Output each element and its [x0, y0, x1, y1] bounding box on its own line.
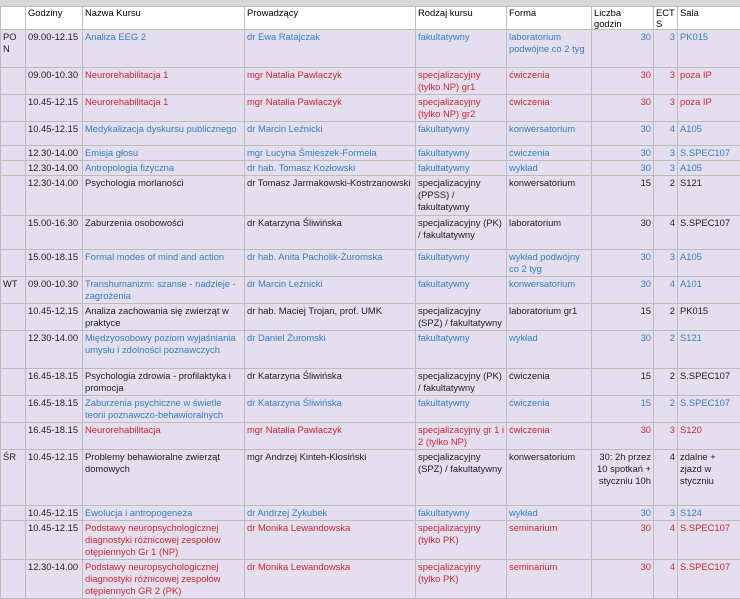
cell-form: konwersatorium [507, 122, 592, 146]
cell-course: Neurorehabilitacja 1 [83, 68, 245, 95]
cell-lecturer: mgr Natalia Pawlaczyk [245, 95, 416, 122]
cell-form: ćwiczenia [507, 146, 592, 161]
table-row [1, 304, 740, 331]
cell-course: Medykalizacja dyskursu publicznego [83, 122, 245, 146]
cell-lecturer: dr Tomasz Jarmakowski-Kostrzanowski [245, 176, 416, 216]
table-row [1, 396, 740, 423]
cell-hours: 30 [592, 521, 654, 560]
cell-form: seminarium [507, 560, 592, 599]
cell-room: A105 [678, 161, 740, 176]
cell-course: Analiza EEG 2 [83, 30, 245, 68]
table-row [1, 161, 740, 176]
cell-course: Problemy behawioralne zwierząt domowych [83, 450, 245, 506]
cell-hours: 30 [592, 161, 654, 176]
cell-course: Neurorehabilitacja [83, 423, 245, 450]
cell-form: ćwiczenia [507, 95, 592, 122]
header-time: Godziny [26, 7, 83, 30]
cell-room: PK015 [678, 30, 740, 68]
cell-type: specjalizacyjny gr 1 i 2 (tylko NP) [416, 423, 507, 450]
table-row [1, 423, 740, 450]
cell-day [1, 560, 26, 599]
cell-time: 16.45-18.15 [26, 369, 83, 396]
cell-time: 09.00-12.15 [26, 30, 83, 68]
table-row [1, 68, 740, 95]
cell-lecturer: dr Daniel Żuromski [245, 331, 416, 369]
table-row [1, 560, 740, 599]
table-row [1, 450, 740, 506]
cell-type: fakultatywny [416, 30, 507, 68]
cell-time: 12.30-14.00 [26, 176, 83, 216]
cell-ects: 2 [654, 331, 678, 369]
cell-lecturer: dr hab. Tomasz Kozłowski [245, 161, 416, 176]
cell-lecturer: dr Andrzej Zykubek [245, 506, 416, 521]
cell-time: 09.00-10.30 [26, 277, 83, 304]
cell-course: Międzyosobowy poziom wyjaśniania umysłu i zdolności poznawczych [83, 331, 245, 369]
cell-hours: 30 [592, 331, 654, 369]
cell-room: S.SPEC107 [678, 396, 740, 423]
cell-form: laboratorium [507, 216, 592, 250]
header-course: Nazwa Kursu [83, 7, 245, 30]
table-row [1, 176, 740, 216]
cell-room: A105 [678, 122, 740, 146]
cell-ects: 2 [654, 369, 678, 396]
cell-room: poza IP [678, 68, 740, 95]
cell-time: 15.00-18.15 [26, 250, 83, 277]
cell-type: fakultatywny [416, 331, 507, 369]
cell-hours: 30 [592, 423, 654, 450]
cell-room: A101 [678, 277, 740, 304]
cell-time: 10.45-12.15 [26, 122, 83, 146]
cell-ects: 4 [654, 521, 678, 560]
cell-form: ćwiczenia [507, 369, 592, 396]
table-row [1, 331, 740, 369]
cell-form: wykład podwójny co 2 tyg [507, 250, 592, 277]
cell-course: Psychologia morlaności [83, 176, 245, 216]
cell-hours: 30 [592, 95, 654, 122]
header-form: Forma [507, 7, 592, 30]
cell-room: S.SPEC107 [678, 369, 740, 396]
cell-ects: 3 [654, 423, 678, 450]
cell-hours: 30 [592, 30, 654, 68]
table-row [1, 146, 740, 161]
cell-type: fakultatywny [416, 250, 507, 277]
cell-time: 12.30-14.00 [26, 146, 83, 161]
cell-lecturer: dr Katarzyna Śliwińska [245, 396, 416, 423]
cell-lecturer: dr Monika Lewandowska [245, 521, 416, 560]
cell-form: wykład [507, 506, 592, 521]
cell-form: laboratorium podwójne co 2 tyg [507, 30, 592, 68]
table-row [1, 506, 740, 521]
cell-hours: 30 [592, 68, 654, 95]
cell-ects: 2 [654, 176, 678, 216]
cell-type: fakultatywny [416, 122, 507, 146]
cell-ects: 4 [654, 277, 678, 304]
table-row [1, 521, 740, 560]
cell-day [1, 369, 26, 396]
cell-form: konwersatorium [507, 176, 592, 216]
header-room: Sala [678, 7, 740, 30]
cell-time: 15.00-16.30 [26, 216, 83, 250]
cell-ects: 3 [654, 250, 678, 277]
cell-type: specjalizacyjny (tylko PK) [416, 560, 507, 599]
cell-lecturer: dr hab. Anita Pacholik-Żuromska [245, 250, 416, 277]
table-row [1, 250, 740, 277]
cell-course: Transhumanizm: szanse - nadzieje - zagrożenia [83, 277, 245, 304]
cell-ects: 3 [654, 161, 678, 176]
cell-ects: 2 [654, 396, 678, 423]
cell-form: wykład [507, 331, 592, 369]
cell-day: ŚR [1, 450, 26, 506]
cell-ects: 4 [654, 122, 678, 146]
cell-room: S124 [678, 506, 740, 521]
cell-time: 12.30-14.00 [26, 161, 83, 176]
cell-hours: 15 [592, 396, 654, 423]
cell-hours: 15 [592, 304, 654, 331]
cell-room: S.SPEC107 [678, 521, 740, 560]
cell-day [1, 250, 26, 277]
cell-room: zdalne + zjazd w styczniu [678, 450, 740, 506]
schedule-table [0, 6, 740, 599]
cell-ects: 4 [654, 450, 678, 506]
cell-day [1, 122, 26, 146]
cell-hours: 15 [592, 369, 654, 396]
header-type: Rodzaj kursu [416, 7, 507, 30]
cell-form: ćwiczenia [507, 68, 592, 95]
cell-lecturer: dr Marcin Leźnicki [245, 277, 416, 304]
cell-ects: 3 [654, 95, 678, 122]
cell-course: Neurorehabilitacja 1 [83, 95, 245, 122]
cell-day: PON [1, 30, 26, 68]
cell-hours: 30 [592, 560, 654, 599]
cell-type: fakultatywny [416, 277, 507, 304]
cell-form: seminarium [507, 521, 592, 560]
cell-room: A105 [678, 250, 740, 277]
cell-type: specjalizacyjny (PK) / fakultatywny [416, 369, 507, 396]
cell-time: 12.30-14.00 [26, 331, 83, 369]
table-row [1, 95, 740, 122]
cell-hours: 15 [592, 176, 654, 216]
cell-type: specjalizacyjny (tylko PK) [416, 521, 507, 560]
cell-type: fakultatywny [416, 146, 507, 161]
cell-form: laboratorium gr1 [507, 304, 592, 331]
cell-ects: 3 [654, 68, 678, 95]
cell-time: 10.45-12.15 [26, 506, 83, 521]
cell-day [1, 423, 26, 450]
cell-day [1, 176, 26, 216]
cell-lecturer: mgr Lucyna Śmieszek-Formela [245, 146, 416, 161]
table-row [1, 122, 740, 146]
cell-room: S.SPEC107 [678, 146, 740, 161]
cell-day: WT [1, 277, 26, 304]
cell-day [1, 304, 26, 331]
cell-hours: 30 [592, 216, 654, 250]
cell-type: specjalizacyjny (SPZ) / fakultatywny [416, 304, 507, 331]
cell-ects: 4 [654, 216, 678, 250]
cell-form: wykład [507, 161, 592, 176]
cell-time: 12.30-14.00 [26, 560, 83, 599]
cell-type: fakultatywny [416, 506, 507, 521]
header-day [1, 7, 26, 30]
cell-day [1, 521, 26, 560]
cell-ects: 2 [654, 304, 678, 331]
cell-time: 09.00-10.30 [26, 68, 83, 95]
cell-room: S.SPEC107 [678, 560, 740, 599]
cell-day [1, 331, 26, 369]
cell-course: Podstawy neuropsychologicznej diagnostyki różnicowej zespołów otępiennych GR 2 (PK) [83, 560, 245, 599]
table-row [1, 277, 740, 304]
cell-hours: 30 [592, 122, 654, 146]
header-ects: ECTS [654, 7, 678, 30]
cell-type: fakultatywny [416, 161, 507, 176]
cell-time: 16.45-18.15 [26, 396, 83, 423]
cell-hours: 30 [592, 277, 654, 304]
cell-type: specjalizacyjny (tylko NP) gr1 [416, 68, 507, 95]
header-row [1, 7, 740, 30]
cell-hours: 30 [592, 146, 654, 161]
cell-form: konwersatorium [507, 450, 592, 506]
cell-lecturer: dr Ewa Ratajczak [245, 30, 416, 68]
cell-course: Psychologia zdrowia - profilaktyka i promocja [83, 369, 245, 396]
cell-time: 10.45-12.15 [26, 95, 83, 122]
cell-room: S.SPEC107 [678, 216, 740, 250]
cell-lecturer: dr Katarzyna Śliwińska [245, 216, 416, 250]
cell-day [1, 506, 26, 521]
cell-course: Formal modes of mind and action [83, 250, 245, 277]
cell-time: 10.45-12.15 [26, 450, 83, 506]
cell-day [1, 216, 26, 250]
cell-day [1, 161, 26, 176]
cell-form: ćwiczenia [507, 423, 592, 450]
cell-hours: 30: 2h przez 10 spotkań + styczniu 10h [592, 450, 654, 506]
cell-type: fakultatywny [416, 396, 507, 423]
table-row [1, 369, 740, 396]
cell-hours: 30 [592, 506, 654, 521]
cell-course: Antropologia fizyczna [83, 161, 245, 176]
header-hours: Liczba godzin [592, 7, 654, 30]
table-row [1, 30, 740, 68]
cell-room: poza IP [678, 95, 740, 122]
cell-lecturer: mgr Natalia Pawlaczyk [245, 68, 416, 95]
header-lecturer: Prowadzący [245, 7, 416, 30]
cell-form: ćwiczenia [507, 396, 592, 423]
cell-course: Analiza zachowania się zwierząt w praktyce [83, 304, 245, 331]
cell-type: specjalizacyjny (PK) / fakultatywny [416, 216, 507, 250]
cell-ects: 4 [654, 560, 678, 599]
cell-ects: 3 [654, 506, 678, 521]
table-row [1, 216, 740, 250]
cell-time: 16.45-18.15 [26, 423, 83, 450]
cell-ects: 3 [654, 146, 678, 161]
cell-day [1, 68, 26, 95]
cell-lecturer: dr hab. Maciej Trojan, prof. UMK [245, 304, 416, 331]
cell-room: PK015 [678, 304, 740, 331]
cell-lecturer: mgr Natalia Pawlaczyk [245, 423, 416, 450]
cell-lecturer: mgr Andrzej Kinteh-Kłosiński [245, 450, 416, 506]
cell-type: specjalizacyjny (SPZ) / fakultatywny [416, 450, 507, 506]
cell-time: 10.45-12.15 [26, 304, 83, 331]
cell-day [1, 396, 26, 423]
cell-type: specjalizacyjny (tylko NP) gr2 [416, 95, 507, 122]
cell-day [1, 95, 26, 122]
cell-day [1, 146, 26, 161]
cell-course: Zaburzenia osobowości [83, 216, 245, 250]
cell-hours: 30 [592, 250, 654, 277]
cell-room: S120 [678, 423, 740, 450]
cell-form: konwersatorium [507, 277, 592, 304]
cell-lecturer: dr Katarzyna Śliwińska [245, 369, 416, 396]
cell-lecturer: dr Marcin Leźnicki [245, 122, 416, 146]
cell-type: specjalizacyjny (PPSS) / fakultatywny [416, 176, 507, 216]
cell-course: Podstawy neuropsychologicznej diagnostyki różnicowej zespołów otępiennych Gr 1 (NP) [83, 521, 245, 560]
cell-course: Zaburzenia psychiczne w świetle teorii poznawczo-behawioralnych [83, 396, 245, 423]
cell-lecturer: dr Monika Lewandowska [245, 560, 416, 599]
cell-room: S121 [678, 331, 740, 369]
cell-course: Ewolucja i antropogeneza [83, 506, 245, 521]
cell-room: S121 [678, 176, 740, 216]
cell-time: 10.45-12.15 [26, 521, 83, 560]
cell-ects: 3 [654, 30, 678, 68]
cell-course: Emisja głosu [83, 146, 245, 161]
